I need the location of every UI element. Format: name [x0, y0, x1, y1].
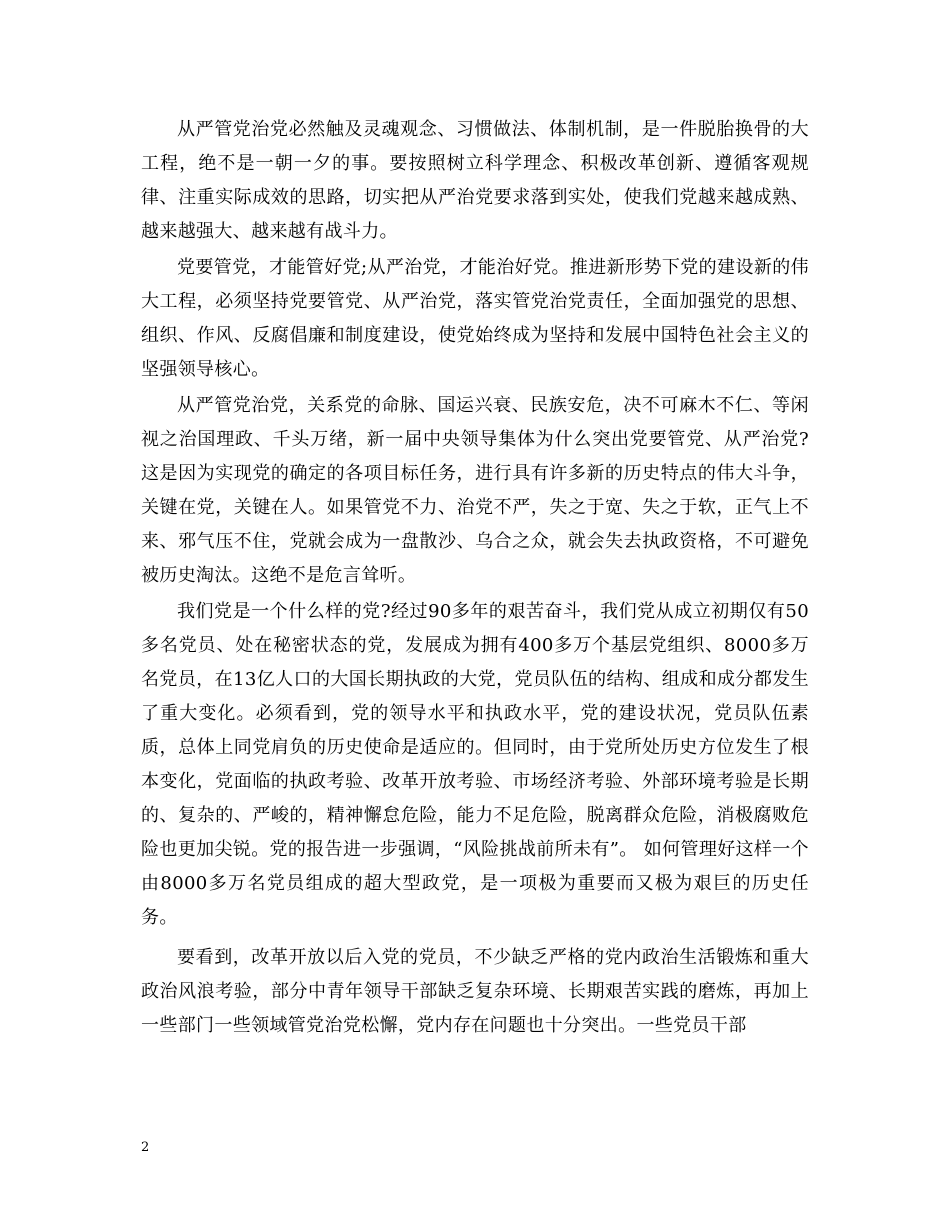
- page-number: 2: [141, 1140, 150, 1155]
- paragraph-4: 我们党是一个什么样的党?经过90多年的艰苦奋斗，我们党从成立初期仅有50多名党员、处在秘密状态的党，发展成为拥有400多万个基层党组织、8000多万名党员，在13亿人口的大国长期执政的大党，党员队伍的结构、组成和成分都发生了重大变化。必须看到，党的领导水平和执政水平，党的建设状况，党员队伍素质，总体上同党肩负的历史使命是适应的。但同时，由于党所处历史方位发生了根本变化，党面临的执政考验、改革开放考验、市场经济考验、外部环境考验是长期的、复杂的、严峻的，精神懈怠危险，能力不足危险，脱离群众危险，消极腐败危险也更加尖锐。党的报告进一步强调，“风险挑战前所未有”。 如何管理好这样一个由8000多万名党员组成的超大型政党，是一项极为重要而又极为艰巨的历史任务。: [141, 601, 809, 928]
- paragraph-1: 从严管党治党必然触及灵魂观念、习惯做法、体制机制，是一件脱胎换骨的大工程，绝不是一朝一夕的事。要按照树立科学理念、积极改革创新、遵循客观规律、注重实际成效的思路，切实把从严治党要求落到实处，使我们党越来越成熟、越来越强大、越来越有战斗力。: [141, 119, 809, 242]
- paragraph-2: 党要管党，才能管好党;从严治党，才能治好党。推进新形势下党的建设新的伟大工程，必须坚持党要管党、从严治党，落实管党治党责任，全面加强党的思想、组织、作风、反腐倡廉和制度建设，使党始终成为坚持和发展中国特色社会主义的坚强领导核心。: [141, 257, 809, 380]
- paragraph-3: 从严管党治党，关系党的命脉、国运兴衰、民族安危，决不可麻木不仁、等闲视之治国理政、千头万绪，新一届中央领导集体为什么突出党要管党、从严治党?这是因为实现党的确定的各项目标任务，进行具有许多新的历史特点的伟大斗争，关键在党，关键在人。如果管党不力、治党不严，失之于宽、失之于软，正气上不来、邪气压不住，党就会成为一盘散沙、乌合之众，就会失去执政资格，不可避免被历史淘汰。这绝不是危言耸听。: [141, 395, 809, 586]
- document-body: [141, 113, 809, 1043]
- paragraph-5: 要看到，改革开放以后入党的党员，不少缺乏严格的党内政治生活锻炼和重大政治风浪考验，部分中青年领导干部缺乏复杂环境、长期艰苦实践的磨炼，再加上一些部门一些领域管党治党松懈，党内存在问题也十分突出。一些党员干部: [141, 947, 809, 1036]
